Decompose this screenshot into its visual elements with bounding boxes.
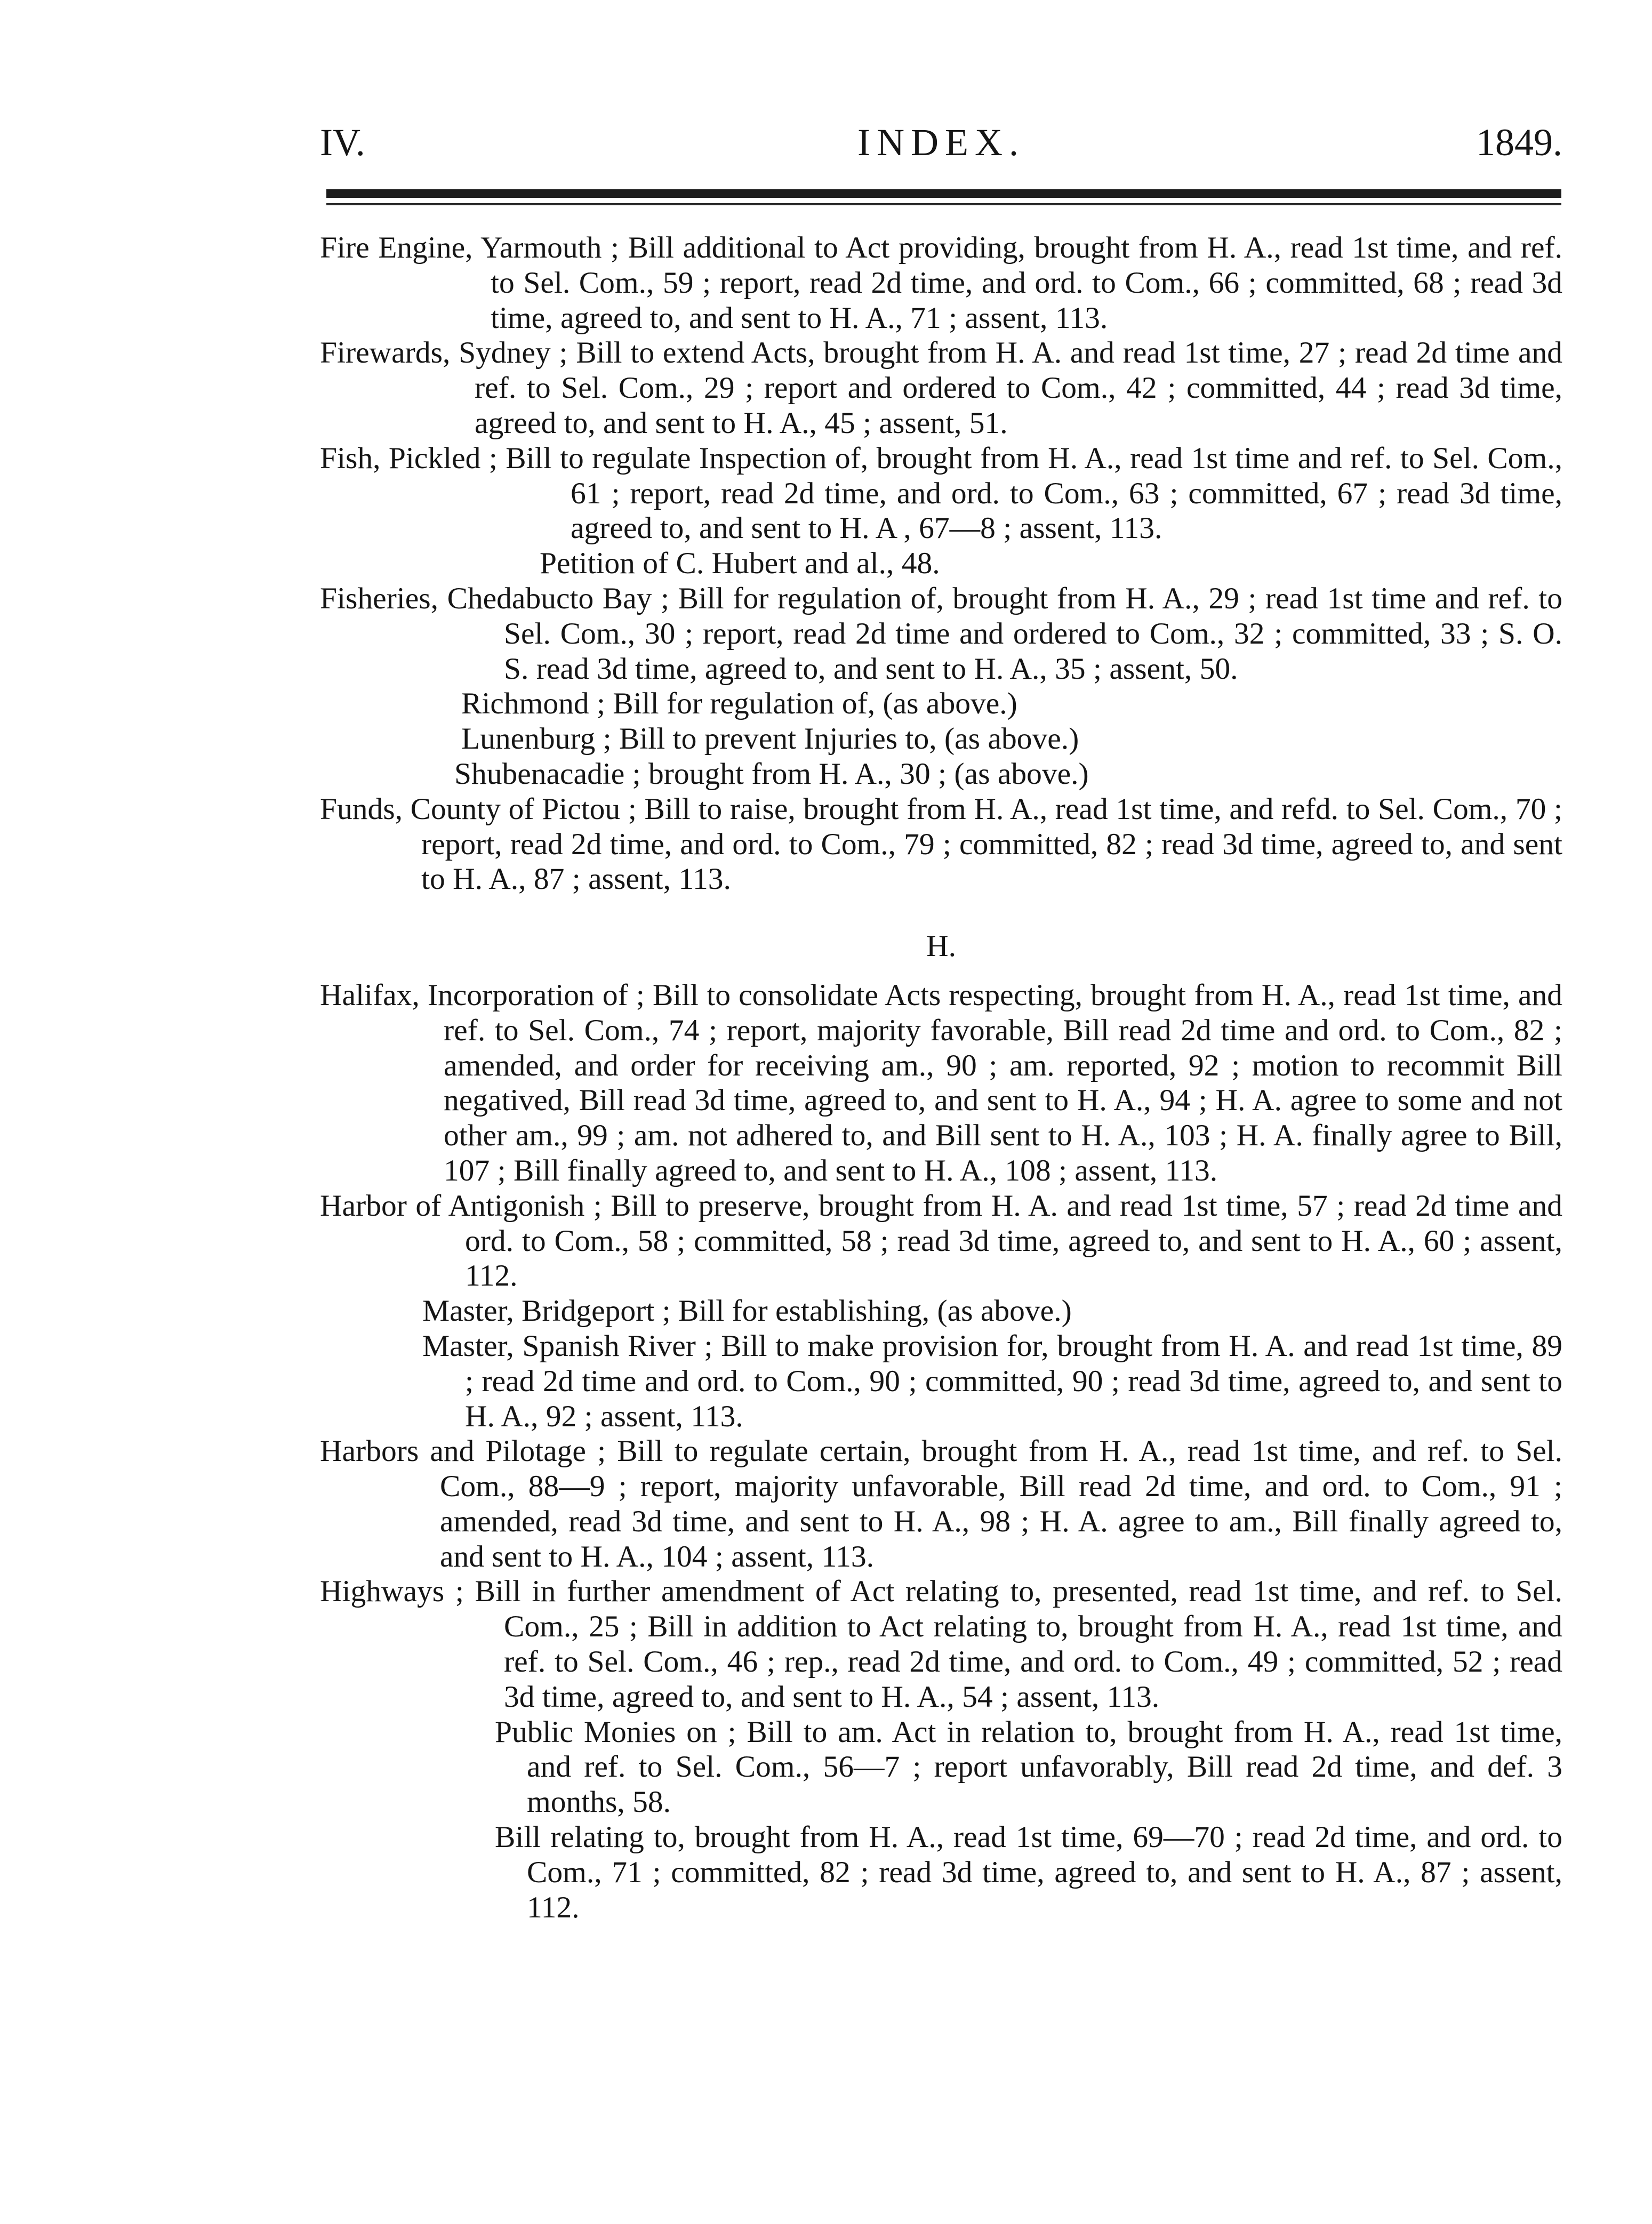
header-rule-thick	[326, 189, 1561, 198]
entry-text: Bill to extend Acts, brought from H. A. and read 1st time, 27 ; read 2d time and ref. to Sel. Com., 29 ; report and ordered to Com., 42 ; committed, 44 ; read 3d time, agreed to, and sent to H. A., 45 ; assent, 51.	[475, 336, 1563, 440]
index-subentry-richmond	[320, 686, 1562, 721]
index-subentry-petition	[320, 546, 1562, 581]
entry-heading: Highways ;	[320, 1575, 464, 1609]
index-body	[320, 230, 1562, 1925]
entry-text: Master, Spanish River ; Bill to make provision for, brought from H. A. and read 1st time, 89 ; read 2d time and ord. to Com., 90 ; committed, 90 ; read 3d time, agreed to, and sent to H. A., 92 ; assent, 113.	[422, 1329, 1562, 1433]
index-subentry-lunenburg	[320, 721, 1562, 757]
index-entry-highways	[320, 1574, 1562, 1714]
index-entry-harbors-pilotage	[320, 1434, 1562, 1574]
entry-text: Bill for regulation of, brought from H. A., 29 ; read 1st time and ref. to Sel. Com., 30 ; report, read 2d time and ordered to Com., 32 ; committed, 33 ; S. O. S. read 3d time, agreed to, and sent to H. A., 35 ; assent, 50.	[504, 581, 1562, 686]
header-rule-thin	[326, 203, 1561, 205]
page-number: IV.	[320, 121, 365, 164]
entry-heading: Fire Engine, Yarmouth ;	[320, 231, 619, 264]
index-subentry-master-bridgeport	[320, 1294, 1562, 1329]
entry-text: Bill to preserve, brought from H. A. and read 1st time, 57 ; read 2d time and ord. to Com., 58 ; committed, 58 ; read 3d time, agreed to, and sent to H. A., 60 ; assent, 112.	[465, 1189, 1563, 1293]
index-entry-firewards	[320, 335, 1562, 440]
entry-text: Richmond ; Bill for regulation of, (as above.)	[461, 687, 1017, 721]
entry-heading: Halifax, Incorporation of ;	[320, 978, 645, 1012]
entry-heading: Fisheries, Chedabucto Bay ;	[320, 581, 669, 615]
entry-heading: Harbor of Antigonish ;	[320, 1189, 602, 1223]
entry-heading: Firewards, Sydney ;	[320, 336, 568, 370]
entry-text: Bill relating to, brought from H. A., read 1st time, 69—70 ; read 2d time, and ord. to Com., 71 ; committed, 82 ; read 3d time, agreed to, and sent to H. A., 87 ; assent, 112.	[495, 1820, 1562, 1924]
entry-heading: Harbors and Pilotage ;	[320, 1434, 606, 1468]
entry-heading: Funds, County of Pictou ;	[320, 792, 637, 826]
index-entry-fish-pickled	[320, 441, 1562, 546]
entry-text: Public Monies on ; Bill to am. Act in relation to, brought from H. A., read 1st time, and ref. to Sel. Com., 56—7 ; report unfavorably, Bill read 2d time, and def. 3 months, 58.	[495, 1715, 1562, 1819]
entry-text: Bill to regulate certain, brought from H. A., read 1st time, and ref. to Sel. Com., 88—9 ; report, majority unfavorable, Bill read 2d time, and ord. to Com., 91 ; amended, read 3d time, and sent to H. A., 98 ; H. A. agree to am., Bill finally agreed to, and sent to H. A., 104 ; assent, 113.	[440, 1434, 1562, 1573]
index-entry-halifax	[320, 978, 1562, 1189]
section-letter-h: H.	[926, 929, 956, 964]
index-subentry-public-monies	[320, 1715, 1562, 1820]
page-header	[320, 118, 1562, 166]
entry-text: Bill to consolidate Acts respecting, brought from H. A., read 1st time, and ref. to Sel. Com., 74 ; report, majority favorable, Bill read 2d time and ord. to Com., 82 ; amended, and order for receiving am., 90 ; am. reported, 92 ; motion to recommit Bill negatived, Bill read 3d time, agreed to, and sent to H. A., 94 ; H. A. agree to some and not other am., 99 ; am. not adhered to, and Bill sent to H. A., 103 ; H. A. finally agree to Bill, 107 ; Bill finally agreed to, and sent to H. A., 108 ; assent, 113.	[444, 978, 1562, 1187]
index-subentry-bill-relating	[320, 1820, 1562, 1925]
entry-text: Shubenacadie ; brought from H. A., 30 ; (as above.)	[454, 757, 1089, 791]
entry-text: Master, Bridgeport ; Bill for establishing, (as above.)	[422, 1294, 1072, 1328]
index-entry-funds-pictou	[320, 792, 1562, 897]
index-entry-harbor-antigonish	[320, 1189, 1562, 1294]
index-entry-fisheries	[320, 581, 1562, 686]
page-title: INDEX.	[857, 121, 1025, 164]
index-subentry-shubenacadie	[320, 757, 1562, 792]
entry-text: Petition of C. Hubert and al., 48.	[540, 547, 940, 581]
entry-text: Bill additional to Act providing, brought from H. A., read 1st time, and ref. to Sel. Com., 59 ; report, read 2d time, and ord. to Com., 66 ; committed, 68 ; read 3d time, agreed to, and sent to H. A., 71 ; assent, 113.	[491, 231, 1562, 335]
entry-text: Bill to raise, brought from H. A., read 1st time, and refd. to Sel. Com., 70 ; report, read 2d time, and ord. to Com., 79 ; committed, 82 ; read 3d time, agreed to, and sent to H. A., 87 ; assent, 113.	[421, 792, 1562, 896]
entry-text: Bill in further amendment of Act relating to, presented, read 1st time, and ref. to Sel. Com., 25 ; Bill in addition to Act relating to, brought from H. A., read 1st time, and ref. to Sel. Com., 46 ; rep., read 2d time, and ord. to Com., 49 ; committed, 52 ; read 3d time, agreed to, and sent to H. A., 54 ; assent, 113.	[463, 1575, 1562, 1714]
entry-heading: Fish, Pickled ;	[320, 441, 498, 475]
page-year: 1849.	[1476, 121, 1562, 164]
index-subentry-master-spanish-river	[320, 1329, 1562, 1434]
entry-text: Bill to regulate Inspection of, brought from H. A., read 1st time and ref. to Sel. Com., 61 ; report, read 2d time, and ord. to Com., 63 ; committed, 67 ; read 3d time, agreed to, and sent to H. A , 67—8 ; assent, 113.	[497, 441, 1562, 545]
entry-text: Lunenburg ; Bill to prevent Injuries to, (as above.)	[461, 722, 1079, 756]
index-entry-fire-engine	[320, 230, 1562, 335]
